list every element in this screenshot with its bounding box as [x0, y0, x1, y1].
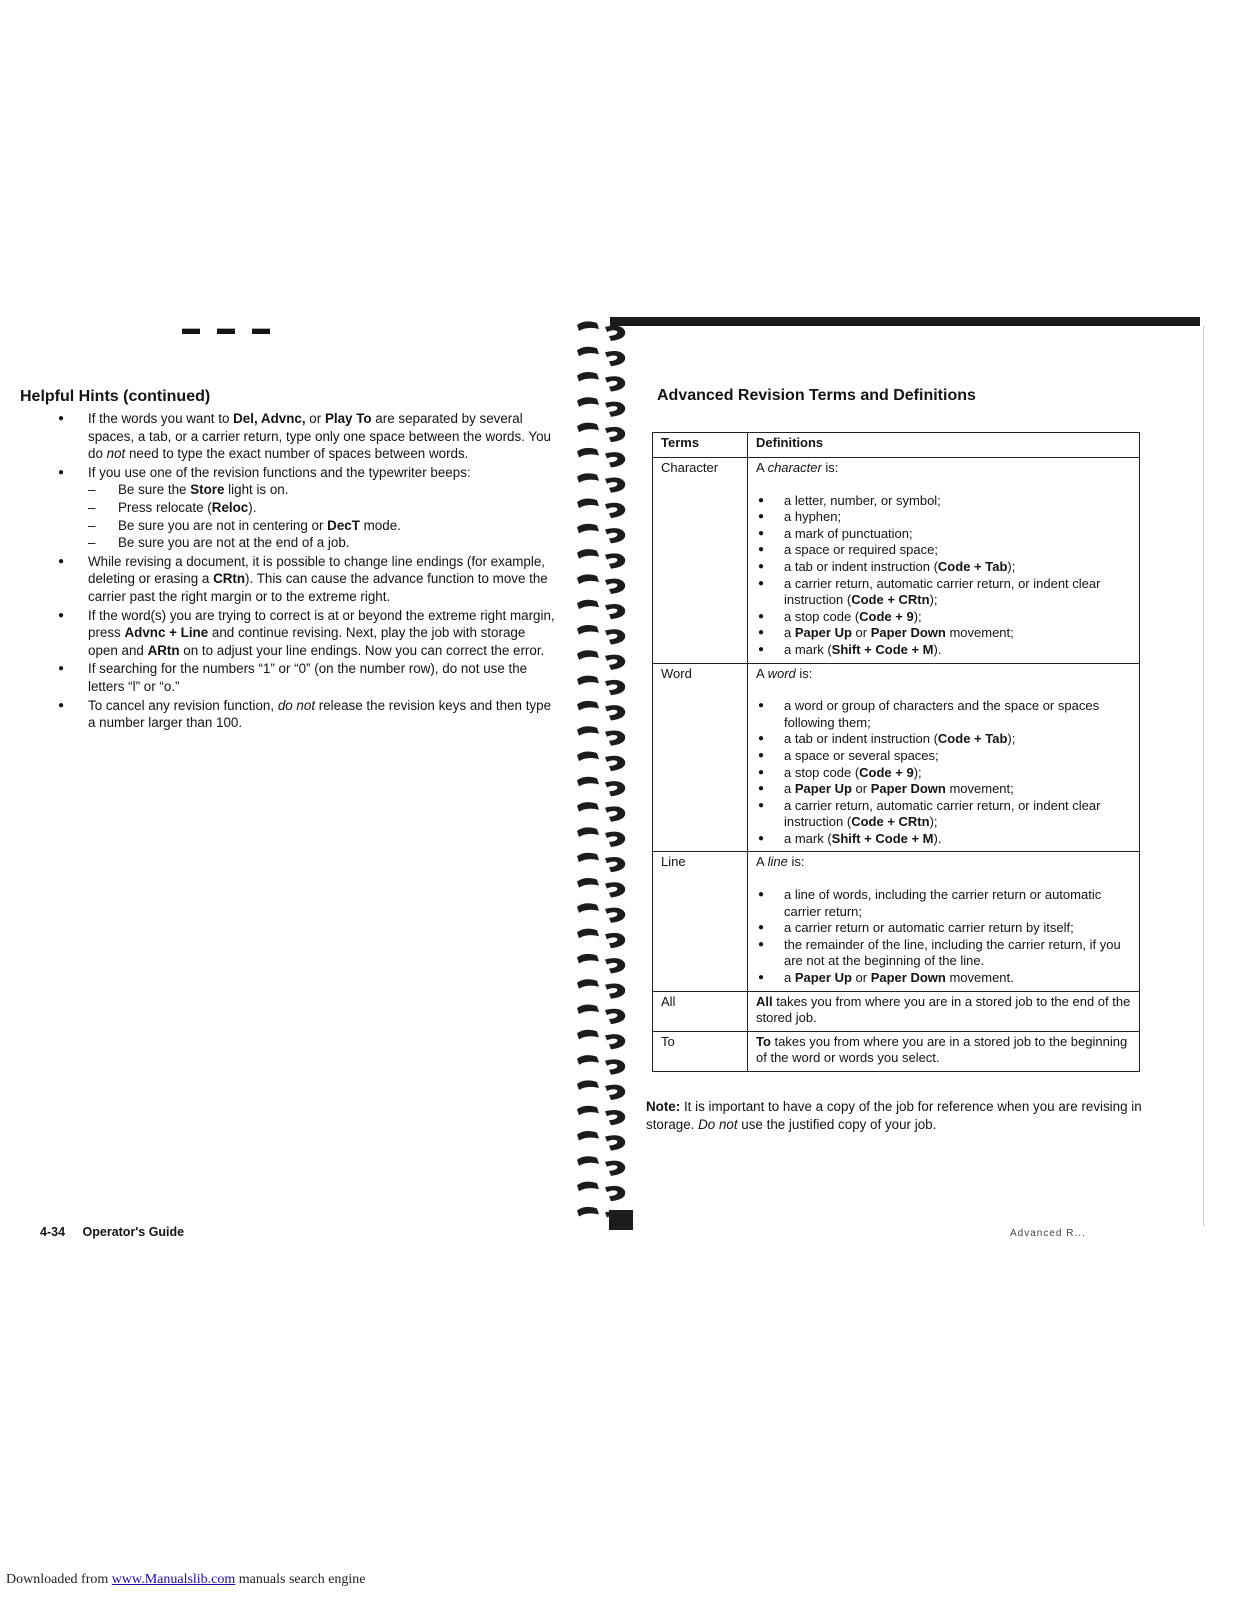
- binding-coil: [577, 701, 625, 721]
- definition-item: [756, 576, 1131, 609]
- definition-item: [756, 748, 1131, 765]
- text-run: ).: [248, 499, 257, 515]
- text-run: A: [756, 460, 768, 475]
- text-run: Code + 9: [859, 764, 914, 780]
- table-row: [653, 1031, 1140, 1071]
- binding-coil: [577, 448, 625, 468]
- text-run: a hyphen;: [784, 509, 842, 525]
- text-run: a word or group of characters and the space or spaces following them;: [784, 698, 1100, 730]
- text-run: release the revision keys and then type a number larger than 100.: [88, 697, 552, 731]
- text-run: Code + CRtn: [851, 814, 930, 830]
- binding-coil: [577, 549, 625, 569]
- binding-coil: [577, 1106, 625, 1126]
- helpful-hints-list: [58, 410, 558, 733]
- table-row: [653, 991, 1140, 1031]
- top-divider-bar: [610, 317, 1200, 326]
- definition-list: [756, 887, 1131, 987]
- text-run: Paper Up: [794, 625, 852, 641]
- page-edge-rule: [1203, 326, 1204, 1226]
- guide-title: Operator's Guide: [82, 1225, 185, 1239]
- binding-coil: [577, 1131, 625, 1151]
- binding-coil: [577, 499, 625, 519]
- text-run: If you use one of the revision functions and the typewriter beeps:: [88, 464, 471, 480]
- text-run: a: [784, 781, 795, 797]
- text-run: a carrier return, automatic carrier return, or indent clear instruction (: [784, 575, 1101, 608]
- definition-cell: [748, 1031, 1140, 1071]
- text-run: Code + CRtn: [851, 592, 930, 608]
- page-footer-left: [40, 1225, 184, 1239]
- text-run: a space or required space;: [784, 542, 938, 558]
- text-run: is:: [821, 460, 839, 475]
- binding-coil: [577, 372, 625, 392]
- binding-coil: [577, 802, 625, 822]
- definition-list: [756, 493, 1131, 659]
- text-run: or: [851, 781, 871, 797]
- text-run: a mark of punctuation;: [784, 525, 913, 541]
- text-run: on to adjust your line endings. Now you can correct the error.: [179, 642, 545, 658]
- binding-coil: [577, 650, 625, 670]
- text-run: To: [756, 1033, 771, 1049]
- text-run: CRtn: [213, 571, 246, 587]
- text-run: or: [305, 411, 325, 426]
- text-run: All: [756, 993, 773, 1009]
- definition-list: [756, 698, 1131, 847]
- hint-item: [58, 660, 558, 695]
- hint-item: [58, 410, 558, 463]
- text-run: are separated by several spaces, a tab, or a carrier return, type only one space between the words. You do: [88, 411, 551, 462]
- table-row: [653, 852, 1140, 991]
- text-run: takes you from where you are in a stored job to the beginning of the word or words you select.: [756, 1033, 1128, 1066]
- definition-item: [756, 609, 1131, 626]
- binding-coil: [577, 625, 625, 645]
- definition-item: [756, 559, 1131, 576]
- text-run: word: [767, 665, 796, 681]
- definition-cell: [748, 663, 1140, 852]
- definition-item: [756, 509, 1131, 526]
- term-cell: All: [653, 991, 748, 1031]
- binding-coil: [577, 473, 625, 493]
- term-cell: Word: [653, 663, 748, 852]
- text-run: is:: [787, 854, 805, 870]
- text-run: a: [784, 970, 795, 986]
- definition-cell: [748, 991, 1140, 1031]
- text-run: If the word(s) you are trying to correct is at or beyond the extreme right margin, press: [88, 607, 555, 641]
- text-run: Paper Up: [794, 970, 852, 986]
- binding-coil: [577, 954, 625, 974]
- binding-coil: [577, 600, 625, 620]
- text-run: Press relocate (: [118, 499, 212, 515]
- binding-coil: [577, 726, 625, 746]
- download-suffix: manuals search engine: [235, 1572, 366, 1587]
- text-run: Shift + Code + M: [831, 830, 934, 846]
- binding-coil: [577, 574, 625, 594]
- text-run: );: [1007, 558, 1016, 574]
- text-run: not: [106, 446, 126, 462]
- text-run: If the words you want to: [88, 411, 234, 426]
- table-row: [653, 663, 1140, 852]
- text-run: If searching for the numbers “1” or “0” (on the number row), do not use the letters “l” or “o.”: [88, 661, 528, 694]
- definition-intro: [756, 994, 1131, 1027]
- binding-coil: [577, 1030, 625, 1050]
- text-run: Be sure the: [118, 482, 191, 498]
- text-run: A: [756, 665, 768, 681]
- binding-coil: [577, 397, 625, 417]
- text-run: );: [929, 814, 938, 830]
- text-run: ).: [933, 641, 942, 657]
- text-run: a line of words, including the carrier return or automatic carrier return;: [784, 887, 1102, 919]
- text-run: Be sure you are not at the end of a job.: [118, 535, 350, 551]
- binding-coil: [577, 979, 625, 999]
- definition-item: [756, 493, 1131, 510]
- page-number: 4-34: [40, 1225, 66, 1239]
- text-run: use the justified copy of your job.: [737, 1116, 937, 1132]
- manualslib-link[interactable]: www.Manualslib.com: [111, 1572, 236, 1587]
- hint-subitem: [88, 517, 558, 535]
- definition-item: [756, 698, 1131, 731]
- definition-item: [756, 526, 1131, 543]
- text-run: Code + 9: [859, 608, 914, 624]
- text-run: a stop code (: [784, 764, 860, 780]
- text-run: movement.: [945, 970, 1014, 986]
- definition-cell: [748, 458, 1140, 664]
- page-footer-right: Advanced R...: [1010, 1228, 1086, 1239]
- text-run: Shift + Code + M: [831, 641, 934, 657]
- binding-coil: [577, 929, 625, 949]
- definition-cell: [748, 852, 1140, 991]
- definition-item: [756, 542, 1131, 559]
- table-header-row: [653, 433, 1140, 458]
- definition-item: [756, 831, 1131, 848]
- spiral-binding: [575, 315, 635, 1235]
- text-run: To cancel any revision function,: [88, 697, 278, 713]
- text-run: a carrier return or automatic carrier return by itself;: [784, 920, 1074, 936]
- text-run: a mark (: [784, 830, 832, 846]
- term-cell: Line: [653, 852, 748, 991]
- download-credit: [6, 1572, 366, 1588]
- helpful-hints-title: Helpful Hints (continued): [20, 388, 211, 405]
- text-run: movement;: [945, 625, 1014, 641]
- binding-coil: [577, 347, 625, 367]
- hint-subitem: [88, 534, 558, 552]
- text-run: a tab or indent instruction (: [784, 731, 938, 747]
- binding-coil: [577, 1005, 625, 1025]
- text-run: DecT: [327, 517, 360, 533]
- text-run: Advnc + Line: [124, 625, 209, 641]
- hint-item: [58, 464, 558, 552]
- hint-sublist: [88, 481, 558, 551]
- text-run: It is important to have a copy of the job for reference when you are revising in storage.: [646, 1099, 1142, 1132]
- binding-coil: [577, 1182, 625, 1202]
- text-run: While revising a document, it is possible to change line endings (for example, deleting or erasing a: [88, 553, 546, 587]
- note-paragraph: [646, 1098, 1176, 1133]
- text-run: ). This can cause the advance function to move the carrier past the right margin or to the extreme right.: [88, 571, 548, 604]
- text-run: a stop code (: [784, 608, 860, 624]
- binding-coil: [577, 878, 625, 898]
- download-prefix: Downloaded from: [6, 1572, 112, 1587]
- text-run: character: [767, 460, 822, 475]
- hint-subitem: [88, 499, 558, 517]
- text-run: line: [767, 854, 788, 870]
- hint-item: [58, 697, 558, 732]
- text-run: Paper Down: [870, 625, 946, 641]
- text-run: a: [784, 625, 795, 641]
- header-terms: Terms: [653, 433, 748, 458]
- binding-end: [609, 1210, 633, 1230]
- binding-coil: [577, 853, 625, 873]
- text-run: Be sure you are not in centering or: [118, 517, 328, 533]
- definition-intro: [756, 666, 1131, 683]
- text-run: or: [851, 970, 871, 986]
- text-run: Code + Tab: [937, 558, 1008, 574]
- definition-item: [756, 887, 1131, 920]
- text-run: is:: [795, 665, 813, 681]
- table-row: [653, 458, 1140, 664]
- binding-coil: [577, 777, 625, 797]
- text-run: a tab or indent instruction (: [784, 558, 938, 574]
- text-run: Paper Down: [870, 970, 946, 986]
- definition-item: [756, 937, 1131, 970]
- text-run: Store: [190, 482, 225, 498]
- text-run: );: [1007, 731, 1016, 747]
- text-run: Del, Advnc,: [233, 411, 306, 426]
- text-run: movement;: [945, 781, 1014, 797]
- binding-coil: [577, 1080, 625, 1100]
- definition-item: [756, 798, 1131, 831]
- definition-intro: [756, 854, 1131, 871]
- text-run: a space or several spaces;: [784, 747, 939, 763]
- definition-item: [756, 920, 1131, 937]
- text-run: );: [929, 592, 938, 608]
- definition-item: [756, 625, 1131, 642]
- definition-item: [756, 970, 1131, 987]
- definition-intro: [756, 460, 1131, 477]
- binding-coil: [577, 1055, 625, 1075]
- text-run: do not: [277, 697, 316, 713]
- page-title: Advanced Revision Terms and Definitions: [657, 387, 976, 404]
- terms-definitions-table: [652, 432, 1140, 1072]
- text-run: light is on.: [224, 482, 289, 498]
- text-run: Paper Up: [794, 781, 852, 797]
- text-run: takes you from where you are in a stored job to the end of the stored job.: [756, 993, 1131, 1026]
- text-run: );: [913, 764, 922, 780]
- binding-coil: [577, 1156, 625, 1176]
- text-run: and continue revising. Next, play the job with storage open and: [88, 625, 526, 658]
- text-run: Code + Tab: [937, 731, 1008, 747]
- text-run: );: [913, 608, 922, 624]
- text-run: ).: [933, 830, 942, 846]
- text-run: mode.: [359, 517, 401, 533]
- definition-item: [756, 642, 1131, 659]
- binding-coil: [577, 524, 625, 544]
- text-run: Note:: [646, 1099, 681, 1114]
- text-run: A: [756, 854, 768, 870]
- hint-item: [58, 553, 558, 606]
- text-run: or: [851, 625, 871, 641]
- text-run: Reloc: [211, 499, 249, 515]
- term-cell: To: [653, 1031, 748, 1071]
- definition-item: [756, 781, 1131, 798]
- hint-subitem: [88, 481, 558, 499]
- table-body: [653, 458, 1140, 1072]
- text-run: Do not: [698, 1116, 738, 1132]
- definition-item: [756, 765, 1131, 782]
- header-definitions: Definitions: [748, 433, 1140, 458]
- text-run: ARtn: [147, 642, 180, 658]
- text-run: a mark (: [784, 641, 832, 657]
- term-cell: Character: [653, 458, 748, 664]
- text-run: Play To: [324, 411, 372, 426]
- binding-coil: [577, 423, 625, 443]
- text-run: a carrier return, automatic carrier return, or indent clear instruction (: [784, 797, 1101, 830]
- text-run: the remainder of the line, including the carrier return, if you are not at the beginning of the line.: [784, 936, 1121, 969]
- definition-item: [756, 731, 1131, 748]
- binding-coil: [577, 676, 625, 696]
- binding-coil: [577, 827, 625, 847]
- decorative-marks: ▬ ▬ ▬: [182, 318, 277, 338]
- binding-coil: [577, 903, 625, 923]
- text-run: Paper Down: [870, 781, 946, 797]
- hint-item: [58, 607, 558, 660]
- text-run: a letter, number, or symbol;: [784, 492, 941, 508]
- definition-intro: [756, 1034, 1131, 1067]
- binding-coil: [577, 752, 625, 772]
- text-run: need to type the exact number of spaces between words.: [125, 446, 469, 462]
